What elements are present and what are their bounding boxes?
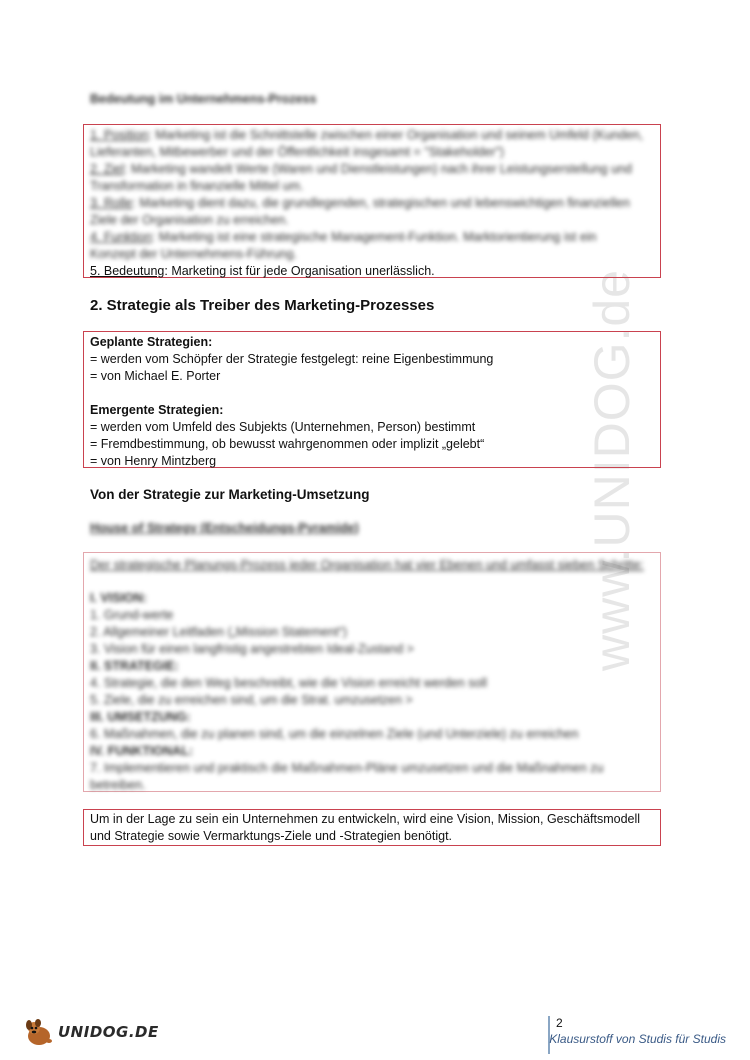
section1-item [90,246,660,263]
section1-item-text: : Marketing dient dazu, die grundlegenden, strategischen und lebenswichtigen finanziellen [132,196,630,210]
section1-heading: Bedeutung im Unternehmens-Prozess [90,92,317,106]
emergent-title: Emergente Strategien: [90,403,224,417]
section1-item [90,212,660,229]
emergent-line: = werden vom Umfeld des Subjekts (Unternehmen, Person) bestimmt [90,420,476,434]
section1-item-text: Lieferanten, Mitbewerber und der Öffentlichkeit insgesamt = "Stakeholder") [90,145,505,159]
step-line: betreiben. [90,778,146,792]
section1-item-text: : Marketing ist die Schnittstelle zwischen einer Organisation und seinem Umfeld (Kunden, [148,128,644,142]
step-line: 6. Maßnahmen, die zu planen sind, um die einzelnen Ziele (und Unterziele) zu erreichen [90,727,579,741]
emergent-line: = von Henry Mintzberg [90,454,217,468]
step-line: 4. Strategie, die den Weg beschreibt, wie die Vision erreicht werden soll [90,676,487,690]
watermark: www.UNIDOG.de [584,269,640,671]
bedeutung-line [90,263,660,280]
bedeutung-key: 5. Bedeutung [90,264,165,278]
section1-item-text: : Marketing ist eine strategische Management-Funktion. Marktorientierung ist ein [151,230,597,244]
bedeutung-text: : Marketing ist für jede Organisation unerlässlich. [164,264,435,278]
section1-box [83,124,661,278]
section1-item [90,229,660,246]
step-line: 3. Vision für einen langfristig angestrebten Ideal-Zustand > [90,642,414,656]
section1-item-text: : Marketing wandelt Werte (Waren und Dienstleistungen) nach ihrer Leistungserstellung und [124,162,632,176]
dog-icon [22,1017,56,1047]
section1-item [90,127,660,144]
section1-item-text: Ziele der Organisation zu erreichen. [90,213,289,227]
section1-item [90,178,660,195]
step-line: 1. Grund-werte [90,608,174,622]
step-line: 5. Ziele, die zu erreichen sind, um die Strat. umzusetzen > [90,693,413,707]
section3-subheading: House of Strategy (Entscheidungs-Pyramide) [90,521,359,535]
summary-line: und Strategie sowie Vermarktungs-Ziele und -Strategien benötigt. [90,829,453,843]
section1-item-text: Transformation in finanzielle Mittel um. [90,179,304,193]
section3-heading: Von der Strategie zur Marketing-Umsetzung [90,487,370,502]
level-heading: I. VISION: [90,591,147,605]
logo-text: UNIDOG.DE [58,1023,159,1041]
planned-line: = von Michael E. Porter [90,369,221,383]
page-number: 2 [556,1016,563,1030]
footer-tagline: Klausurstoff von Studis für Studis [549,1032,726,1046]
level-heading: II. STRATEGIE: [90,659,179,673]
level-heading: IV. FUNKTIONAL: [90,744,194,758]
section2-heading: 2. Strategie als Treiber des Marketing-Prozesses [90,297,435,314]
section1-item [90,161,660,178]
section1-item-key: 4. Funktion [90,230,152,244]
strategy-steps-box [83,552,661,792]
summary-line: Um in der Lage zu sein ein Unternehmen zu entwickeln, wird eine Vision, Mission, Geschäftsmodell [90,812,641,826]
section1-item-text: Konzept der Unternehmens-Führung. [90,247,298,261]
planned-line: = werden vom Schöpfer der Strategie festgelegt: reine Eigenbestimmung [90,352,494,366]
strategies-box [83,331,661,468]
section1-item-key: 1. Position [90,128,149,142]
level-heading: III. UMSETZUNG: [90,710,191,724]
section1-item [90,195,660,212]
summary-box [83,809,661,846]
emergent-line: = Fremdbestimmung, ob bewusst wahrgenommen oder implizit „gelebt“ [90,437,485,451]
section1-item-key: 2. Ziel [90,162,125,176]
step-line: 2. Allgemeiner Leitfaden („Mission Statement“) [90,625,348,639]
section1-item [90,144,660,161]
step-line: 7. Implementieren und praktisch die Maßnahmen-Pläne umzusetzen und die Maßnahmen zu [90,761,604,775]
planned-title: Geplante Strategien: [90,335,213,349]
unidog-logo [22,1017,159,1047]
section1-item-key: 3. Rolle [90,196,133,210]
steps-intro: Der strategische Planungs-Prozess jeder Organisation hat vier Ebenen und umfasst sieben Schritte: [90,558,644,572]
